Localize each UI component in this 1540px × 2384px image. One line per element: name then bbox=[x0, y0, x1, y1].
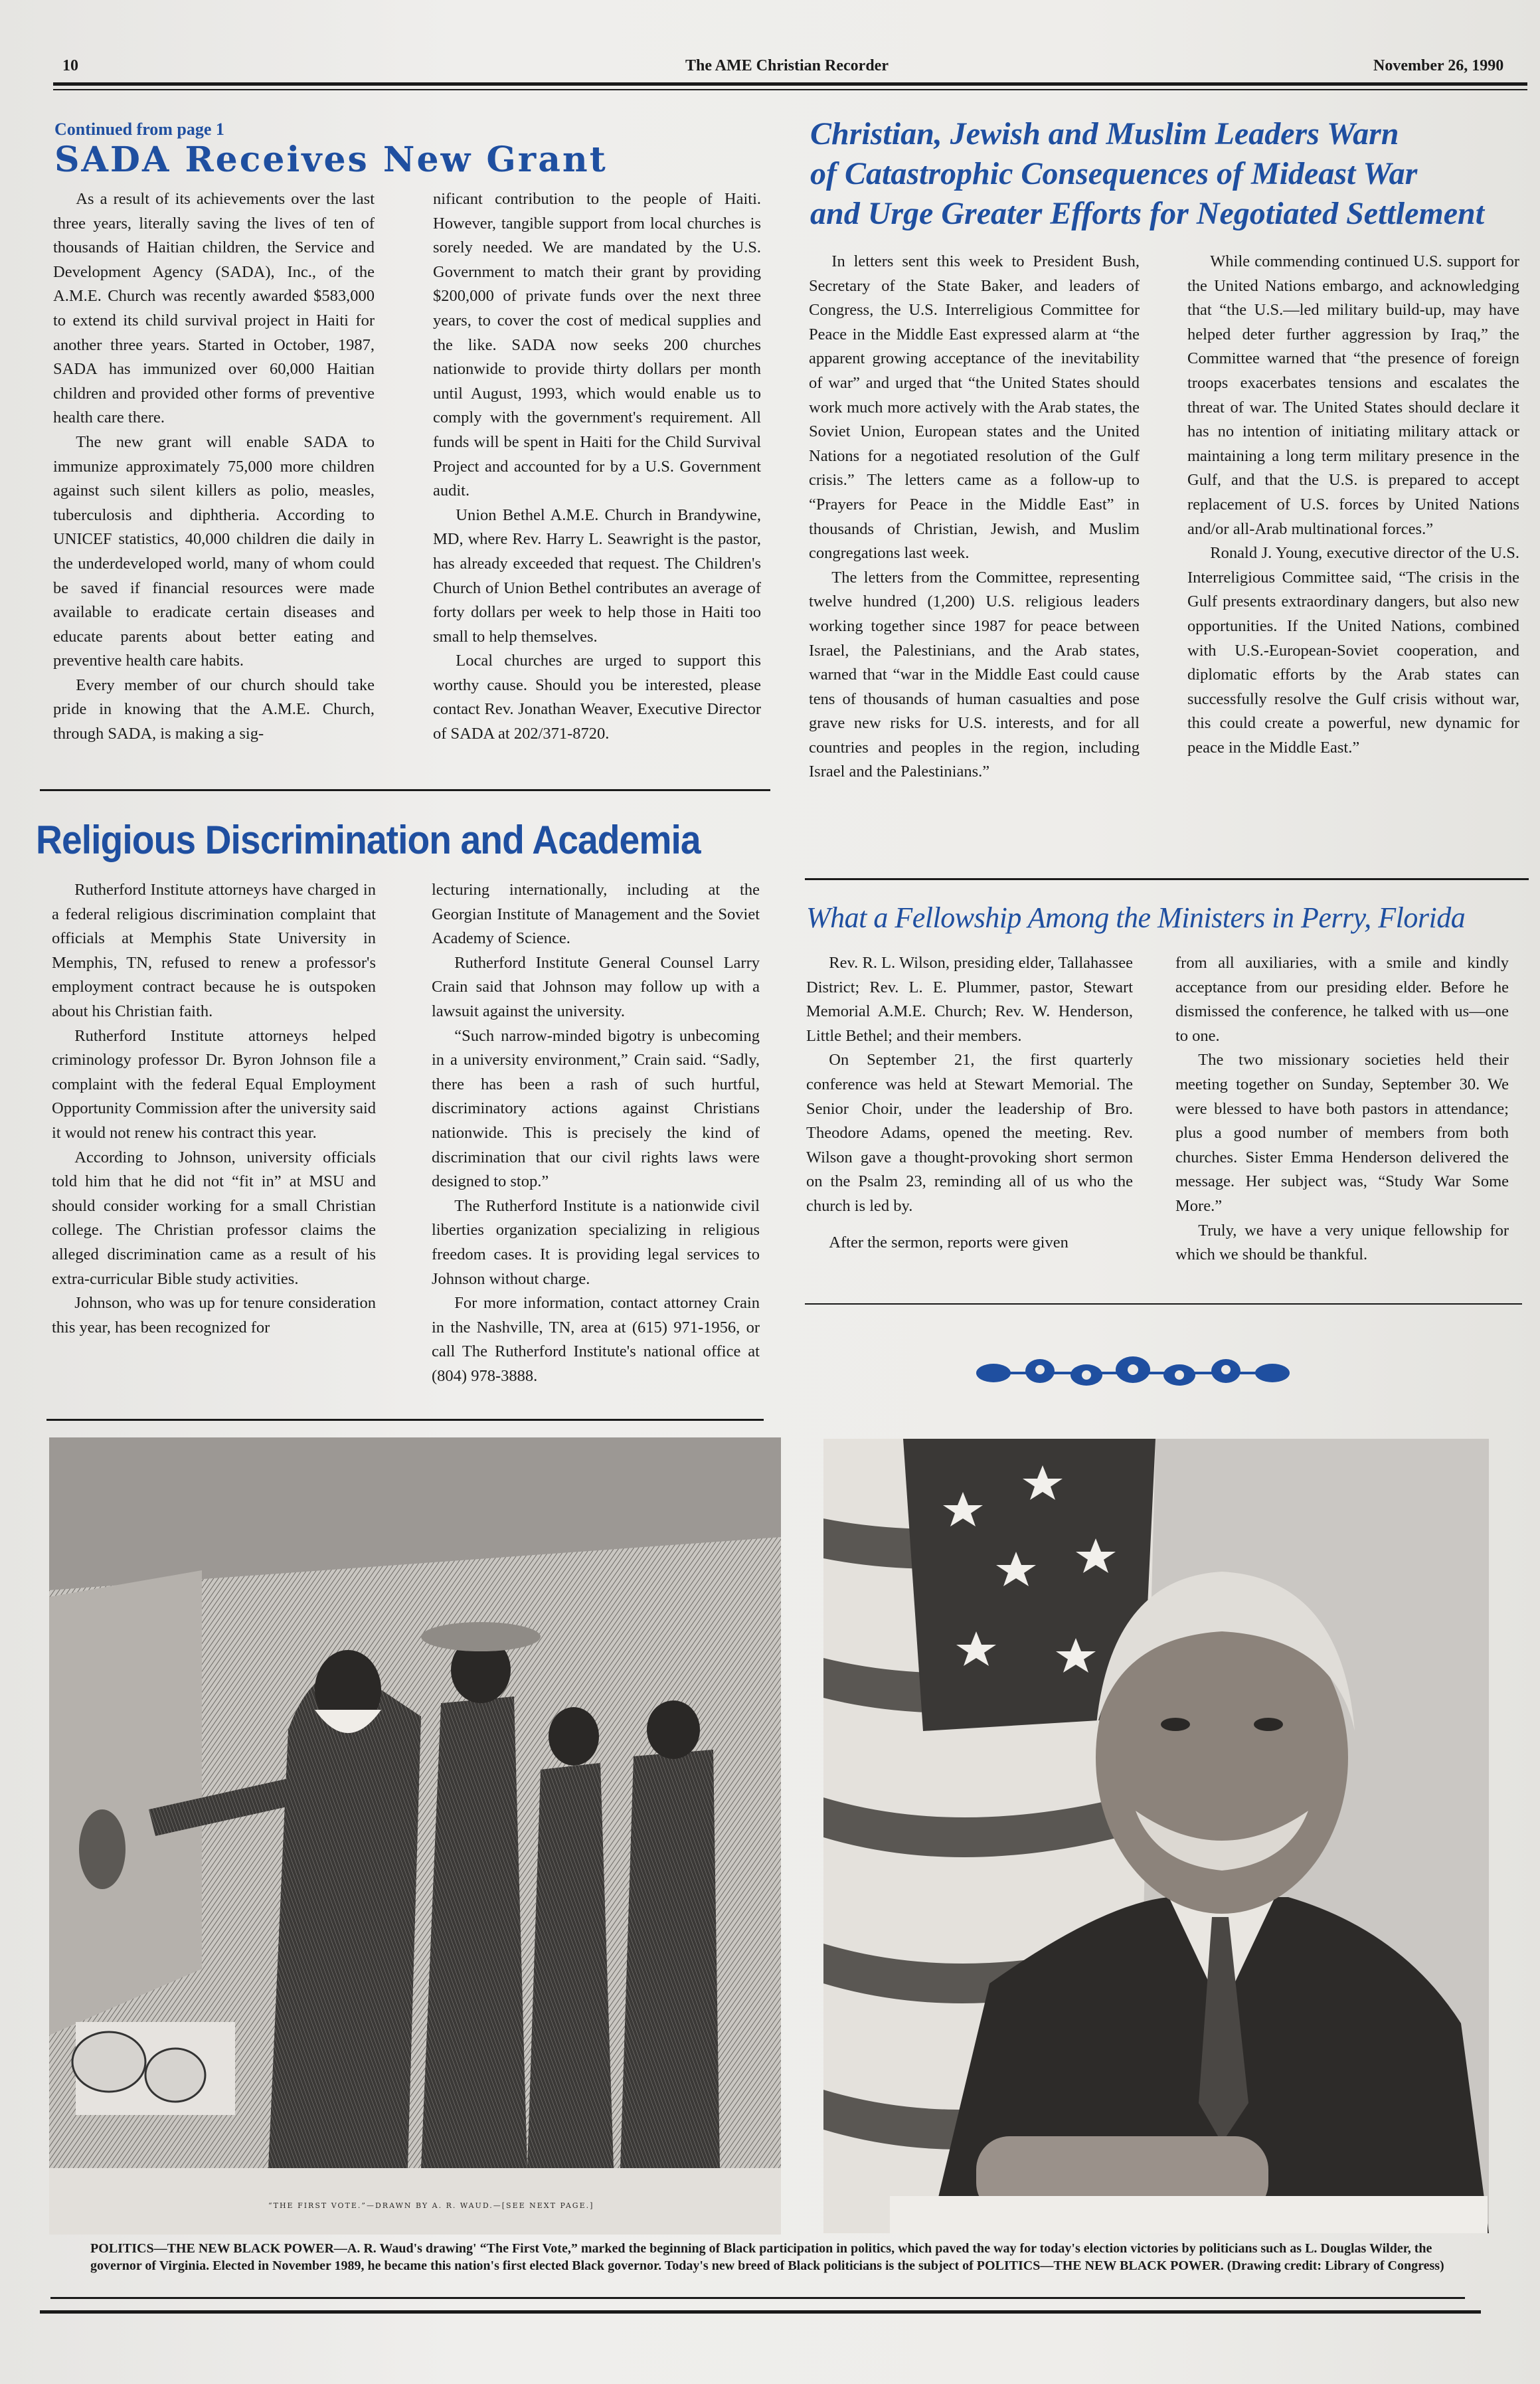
sada-bottom-rule bbox=[40, 789, 770, 791]
paragraph: After the sermon, reports were given bbox=[829, 1233, 1069, 1251]
religious-bottom-rule bbox=[46, 1419, 764, 1421]
paragraph: Ronald J. Young, executive director of the U.S. Interreligious Committee said, “The crisis in the Gulf presents extraordinary dangers, but also new opportunities. If the United Nations, combined with U.S.-European-Soviet cooperation, and diplomatic efforts by the Arab states can successfully resolve the Gulf crisis without war, this could create a powerful, new dynamic for peace in the Middle East.” bbox=[1187, 544, 1519, 757]
paragraph: The two missionary societies held their meeting together on Sunday, September 30. We were blessed to have both pastors in attendance; plus a good number of members from both churches. Sister Emma Henderson delivered the message. Her subject was, “Study War Some More.” bbox=[1175, 1051, 1509, 1215]
sada-kicker: Continued from page 1 bbox=[54, 120, 224, 139]
paragraph: lecturing internationally, including at the Georgian Institute of Management and the Soviet Academy of Science. bbox=[432, 881, 760, 948]
paragraph: For more information, contact attorney Crain in the Nashville, TN, area at (615) 971-1956, or call The Rutherford Institute's national office at (804) 978-3888. bbox=[432, 1294, 760, 1385]
paragraph: The letters from the Committee, representing twelve hundred (1,200) U.S. religious leaders working together since 1987 for peace between Israel, the Palestinians, and the Arab states, warned that “war in the Middle East could cause tens of thousands of human casualties and pose grave new risks for U.S. interests, and for all countries and peoples in the region, including Israel and the Palestinians.” bbox=[809, 568, 1140, 781]
leaders-bottom-rule bbox=[805, 878, 1529, 880]
photo-caption: POLITICS—THE NEW BLACK POWER—A. R. Waud's drawing' “The First Vote,” marked the beginning of Black participation in politics, which paved the way for today's election victories by politicians such as L. Douglas Wilder, the governor of Virginia. Elected in November 1989, he became this nation's first elected Black governor. Today's new breed of Black politicians is the subject of POLITICS—THE NEW BLACK POWER. (Drawing credit: Library of Congress) bbox=[90, 2241, 1444, 2273]
masthead: The AME Christian Recorder bbox=[685, 57, 889, 74]
paragraph: Johnson, who was up for tenure consideration this year, has been recognized for bbox=[52, 1294, 376, 1336]
leaders-title-line-1: Christian, Jewish and Muslim Leaders Warn bbox=[810, 116, 1399, 151]
paragraph: According to Johnson, university officials told him that he did not “fit in” at MSU and should consider working for a small Christian college. The Christian professor claims the alleged discrimination came as a result of his extra-curricular Bible study activities. bbox=[52, 1148, 376, 1288]
religious-column-2 bbox=[432, 878, 760, 1388]
paragraph: Rutherford Institute General Counsel Larry Crain said that Johnson may follow up with a lawsuit against the university. bbox=[432, 953, 760, 1020]
page-number: 10 bbox=[62, 57, 78, 74]
first-vote-drawing bbox=[49, 1437, 781, 2235]
leaders-title bbox=[810, 114, 1534, 234]
drawing-credit-line: “THE FIRST VOTE.”—DRAWN BY A. R. WAUD.—[SEE NEXT PAGE.] bbox=[268, 2201, 594, 2210]
drawing-illustration bbox=[49, 1437, 781, 2235]
paragraph: nificant contribution to the people of Haiti. However, tangible support from local churches is sorely needed. We are mandated by the U.S. Government to match their grant by providing $200,000 of private funds over the next three years, to cover the cost of medical supplies and the like. SADA now seeks 200 churches nationwide to provide thirty dollars per month until August, 1993, which would enable us to comply with the government's requirement. All funds will be spent in Haiti for the Child Survival Project and accounted for by a U.S. Government audit. bbox=[433, 190, 761, 500]
footer-rule bbox=[50, 2297, 1465, 2299]
paragraph: “Such narrow-minded bigotry is unbecoming in a university environment,” Crain said. “Sadly, there has been a rash of such hurtful, discriminatory actions against Christians nationwide. This is precisely the kind of discrimination that our civil rights laws were designed to stop.” bbox=[432, 1026, 760, 1191]
paragraph: Local churches are urged to support this worthy cause. Should you be interested, please contact Rev. Jonathan Weaver, Executive Director of SADA at 202/371-8720. bbox=[433, 652, 761, 743]
fellowship-column-1 bbox=[806, 951, 1133, 1255]
issue-date: November 26, 1990 bbox=[1373, 57, 1504, 74]
paragraph: On September 21, the first quarterly conference was held at Stewart Memorial. The Senior Choir, under the leadership of Bro. Theodore Adams, opened the meeting. Rev. Wilson gave a thought-provoking short sermon on the Psalm 23, reminding all of us who the church is led by. bbox=[806, 1051, 1133, 1215]
leaders-column-1 bbox=[809, 250, 1140, 784]
sada-title: SADA Receives New Grant bbox=[54, 139, 608, 180]
portrait-illustration bbox=[823, 1439, 1489, 2233]
paragraph: Every member of our church should take pride in knowing that the A.M.E. Church, through SADA, is making a sig- bbox=[53, 676, 375, 743]
paragraph: In letters sent this week to President Bush, Secretary of the State Baker, and leaders of Congress, the U.S. Interreligious Committee for Peace in the Middle East expressed alarm at “the apparent growing acceptance of the inevitability of war” and urged that “the United States should work much more actively with the Arab states, the Soviet Union, European states and the United Nations for a negotiated resolution of the Gulf crisis.” The letters came as a follow-up to “Prayers for Peace in the Middle East” in thousands of Christian, Jewish, and Muslim congregations last week. bbox=[809, 252, 1140, 563]
leaders-title-line-3: and Urge Greater Efforts for Negotiated Settlement bbox=[810, 196, 1485, 231]
header-rule bbox=[53, 82, 1527, 86]
paragraph: Rutherford Institute attorneys have charged in a federal religious discrimination complaint that officials at Memphis State University in Memphis, TN, refused to renew a professor's employment contract because he is outspoken about his Christian faith. bbox=[52, 881, 376, 1020]
paragraph: Union Bethel A.M.E. Church in Brandywine, MD, where Rev. Harry L. Seawright is the pastor, has already exceeded that request. The Children's Church of Union Bethel contributes an average of forty dollars per week to help those in Haiti too small to help themselves. bbox=[433, 505, 761, 646]
sada-column-2 bbox=[433, 187, 761, 747]
paragraph: Rutherford Institute attorneys helped criminology professor Dr. Byron Johnson file a complaint with the federal Equal Employment Opportunity Commission after the university said it would not renew his contract this year. bbox=[52, 1026, 376, 1142]
fellowship-column-2 bbox=[1175, 951, 1509, 1267]
paragraph: Rev. R. L. Wilson, presiding elder, Tallahassee District; Rev. L. E. Plummer, pastor, Stewart Memorial A.M.E. Church; Rev. W. Henderson, Little Bethel; and their members. bbox=[806, 954, 1133, 1045]
paragraph: Truly, we have a very unique fellowship for which we should be thankful. bbox=[1175, 1221, 1509, 1264]
paragraph: from all auxiliaries, with a smile and kindly acceptance from our presiding elder. Before he dismissed the conference, he talked with us—one to one. bbox=[1175, 954, 1509, 1045]
leaders-title-line-2: of Catastrophic Consequences of Mideast War bbox=[810, 156, 1418, 191]
fellowship-bottom-rule bbox=[805, 1303, 1522, 1305]
floral-ornament-icon bbox=[967, 1350, 1299, 1396]
footer-rule-thick bbox=[40, 2310, 1481, 2314]
paragraph: As a result of its achievements over the last three years, literally saving the lives of ten of thousands of Haitian children, the Service and Development Agency (SADA), Inc., of the A.M.E. Church was recently awarded $583,000 to extend its child survival project in Haiti for another three years. Started in October, 1987, SADA has immunized over 60,000 Haitian children and provided other forms of preventive health care there. bbox=[53, 190, 375, 427]
fellowship-title: What a Fellowship Among the Ministers in Perry, Florida bbox=[806, 901, 1466, 934]
religious-title: Religious Discrimination and Academia bbox=[36, 818, 701, 862]
religious-column-1 bbox=[52, 878, 376, 1340]
paragraph: The new grant will enable SADA to immunize approximately 75,000 more children against such silent killers as polio, measles, tuberculosis and diphtheria. According to UNICEF statistics, 40,000 children die daily in the underdeveloped world, many of whom could be saved if financial resources were made available to eradicate certain diseases and educate parents about better eating and preventive health care habits. bbox=[53, 432, 375, 670]
paragraph: While commending continued U.S. support for the United Nations embargo, and acknowledging that “the U.S.—led military build-up, may have helped deter further aggression by Iraq,” the Committee warned that “the presence of foreign troops exacerbates tensions and escalates the threat of war. The United States should declare it has no intention of initiating military attack or maintaining a long term military presence in the Gulf, and that the U.S. is prepared to accept replacement of U.S. forces by United Nations and/or all-Arab multinational forces.” bbox=[1187, 252, 1519, 538]
wilder-portrait-photo bbox=[823, 1439, 1489, 2233]
sada-column-1 bbox=[53, 187, 375, 747]
paragraph: The Rutherford Institute is a nationwide civil liberties organization specializing in religious freedom cases. It is providing legal services to Johnson without charge. bbox=[432, 1196, 760, 1288]
header-rule-thin bbox=[53, 89, 1527, 90]
leaders-column-2 bbox=[1187, 250, 1519, 760]
